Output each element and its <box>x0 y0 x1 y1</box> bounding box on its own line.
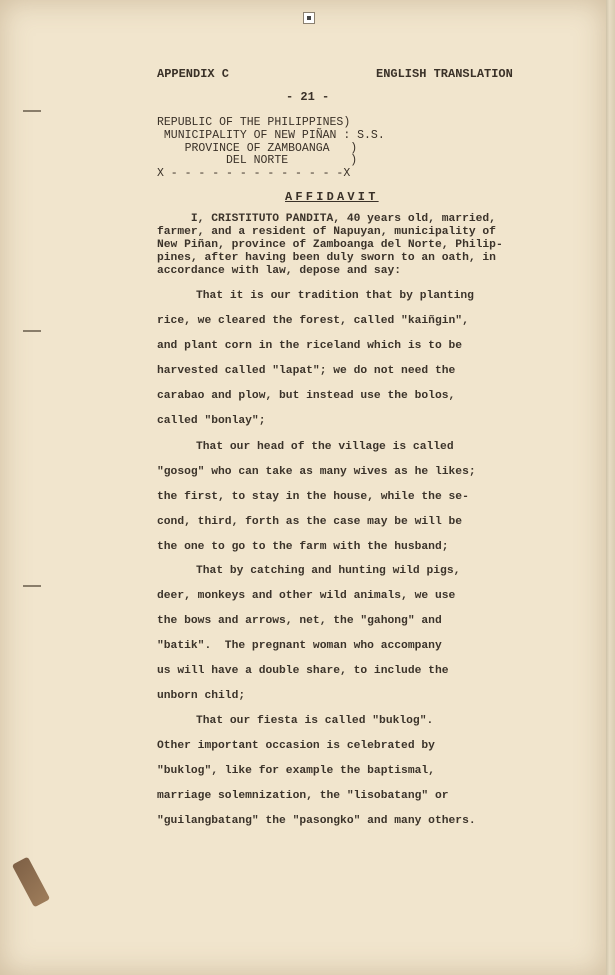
page-edge <box>606 0 615 975</box>
body-line: That it is our tradition that by planting <box>196 290 474 302</box>
body-line: That our head of the village is called <box>196 441 454 453</box>
intro-line: I, CRISTITUTO PANDITA, 40 years old, married, <box>157 213 496 225</box>
body-line: the one to go to the farm with the husband; <box>157 541 449 553</box>
appendix-label: APPENDIX C <box>157 67 230 81</box>
body-line: rice, we cleared the forest, called "kaiñgin", <box>157 315 469 327</box>
body-line: That by catching and hunting wild pigs, <box>196 565 461 577</box>
document-title: AFFIDAVIT <box>285 190 379 204</box>
body-line: carabao and plow, but instead use the bolos, <box>157 390 456 402</box>
body-line: That our fiesta is called "buklog". <box>196 715 434 727</box>
intro-line: New Piñan, province of Zamboanga del Norte, Philip- <box>157 239 503 251</box>
intro-line: farmer, and a resident of Napuyan, municipality of <box>157 226 496 238</box>
punch-mark <box>23 585 41 587</box>
caption-line: MUNICIPALITY OF NEW PIÑAN : S.S. <box>157 129 385 142</box>
body-line: "buklog", like for example the baptismal, <box>157 765 435 777</box>
caption-line: X - - - - - - - - - - - - -X <box>157 167 351 180</box>
page-marker-icon <box>303 12 315 24</box>
body-line: the bows and arrows, net, the "gahong" and <box>157 615 442 627</box>
body-line: "batik". The pregnant woman who accompany <box>157 640 442 652</box>
body-line: called "bonlay"; <box>157 415 266 427</box>
punch-mark <box>23 110 41 112</box>
body-line: unborn child; <box>157 690 246 702</box>
body-line: deer, monkeys and other wild animals, we use <box>157 590 456 602</box>
translation-label: ENGLISH TRANSLATION <box>376 67 513 81</box>
body-line: "guilangbatang" the "pasongko" and many others. <box>157 815 476 827</box>
intro-line: pines, after having been duly sworn to an oath, in <box>157 252 496 264</box>
caption-line: REPUBLIC OF THE PHILIPPINES) <box>157 116 351 129</box>
intro-line: accordance with law, depose and say: <box>157 265 402 277</box>
body-line: us will have a double share, to include the <box>157 665 449 677</box>
paper-tear-mark <box>12 857 50 908</box>
page-number: - 21 - <box>286 90 330 104</box>
caption-line: DEL NORTE ) <box>157 154 358 167</box>
body-line: the first, to stay in the house, while the se- <box>157 491 469 503</box>
body-line: cond, third, forth as the case may be will be <box>157 516 463 528</box>
body-line: "gosog" who can take as many wives as he likes; <box>157 466 476 478</box>
body-line: Other important occasion is celebrated by <box>157 740 435 752</box>
body-line: and plant corn in the riceland which is to be <box>157 340 463 352</box>
punch-mark <box>23 330 41 332</box>
body-line: marriage solemnization, the "lisobatang" or <box>157 790 449 802</box>
body-line: harvested called "lapat"; we do not need the <box>157 365 456 377</box>
caption-line: PROVINCE OF ZAMBOANGA ) <box>157 142 358 155</box>
